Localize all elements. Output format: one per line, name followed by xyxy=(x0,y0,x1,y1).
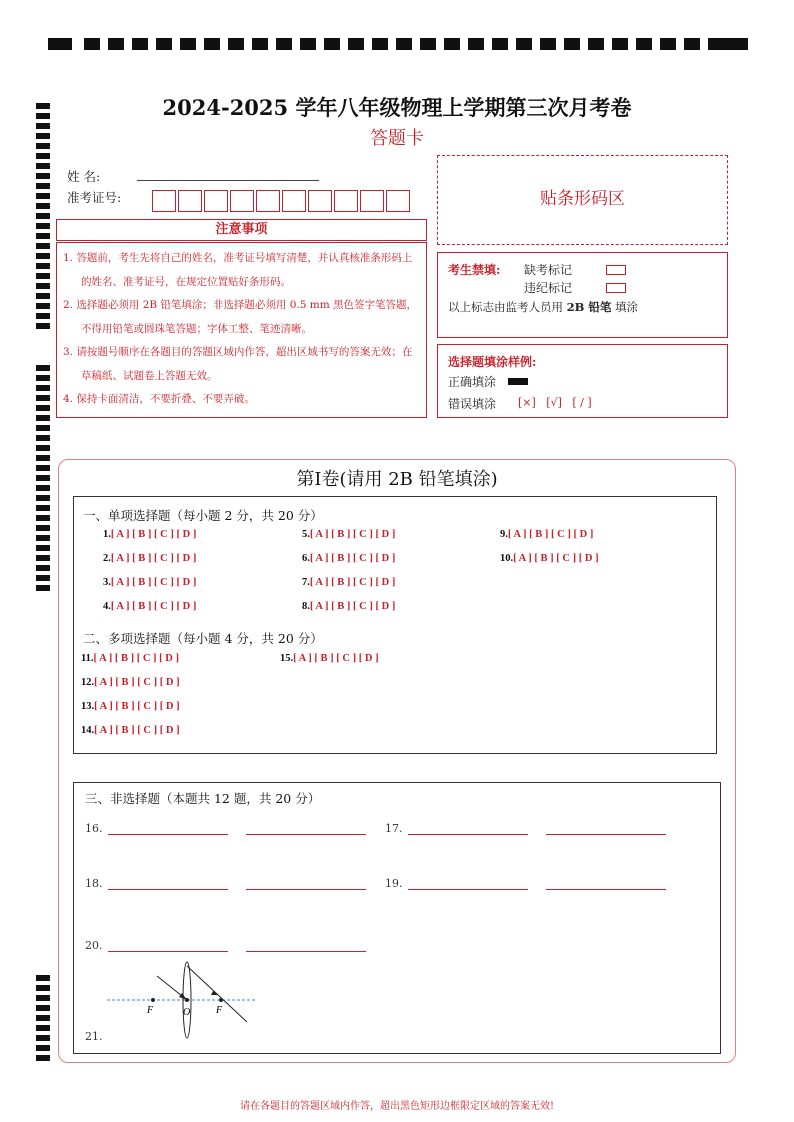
answer-blank[interactable] xyxy=(408,889,528,890)
side-timing-marks-bottom xyxy=(36,975,50,1065)
question-row[interactable]: 13.[ A ] [ B ] [ C ] [ D ] xyxy=(81,701,180,712)
multi-choice-heading: 二、多项选择题（每小题 4 分，共 20 分） xyxy=(83,631,323,646)
examinee-forbidden-box xyxy=(437,252,728,338)
name-field[interactable] xyxy=(137,180,319,181)
lens-diagram[interactable] xyxy=(105,960,260,1042)
name-label: 姓 名: xyxy=(67,169,101,184)
question-row[interactable]: 10.[ A ] [ B ] [ C ] [ D ] xyxy=(500,553,599,564)
page-subtitle: 答题卡 xyxy=(370,128,424,149)
ban-note: 以上标志由监考人员用 2B 铅笔 填涂 xyxy=(448,300,639,314)
sample-heading: 选择题填涂样例: xyxy=(448,355,537,369)
question-row[interactable]: 4.[ A ] [ B ] [ C ] [ D ] xyxy=(103,601,197,612)
non-choice-heading: 三、非选择题（本题共 12 题，共 20 分） xyxy=(85,791,321,806)
part1-title: 第Ⅰ卷(请用 2B 铅笔填涂) xyxy=(296,469,498,490)
optical-center-label: O xyxy=(183,1007,191,1018)
answer-blank[interactable] xyxy=(546,889,666,890)
answer-blank[interactable] xyxy=(546,834,666,835)
answer-blank[interactable] xyxy=(108,834,228,835)
question-row[interactable]: 15.[ A ] [ B ] [ C ] [ D ] xyxy=(280,653,379,664)
question-number: 20. xyxy=(85,939,103,952)
notice-item: 2. 选择题必须用 2B 铅笔填涂；非选择题必须用 0.5 mm 黑色签字笔答题，不得用铅笔或圆珠笔答题；字体工整、笔迹清晰。 xyxy=(63,299,418,335)
absent-mark-box[interactable] xyxy=(606,265,626,275)
absent-mark-label: 缺考标记 xyxy=(524,263,573,277)
focus-label-right: F xyxy=(216,1005,223,1016)
violation-mark-label: 违纪标记 xyxy=(524,281,573,295)
footer-warning: 请在各题目的答题区域内作答，超出黑色矩形边框限定区域的答案无效! xyxy=(239,1101,555,1112)
notice-heading: 注意事项 xyxy=(56,219,427,241)
barcode-label: 贴条形码区 xyxy=(540,189,625,209)
question-row[interactable]: 5.[ A ] [ B ] [ C ] [ D ] xyxy=(302,529,396,540)
barcode-area xyxy=(437,155,728,245)
question-row[interactable]: 8.[ A ] [ B ] [ C ] [ D ] xyxy=(302,601,396,612)
notice-box xyxy=(56,242,427,418)
answer-blank[interactable] xyxy=(246,834,366,835)
question-row[interactable]: 1.[ A ] [ B ] [ C ] [ D ] xyxy=(103,529,197,540)
fill-sample-box xyxy=(437,344,728,418)
id-number-boxes[interactable] xyxy=(152,190,412,212)
answer-blank[interactable] xyxy=(246,889,366,890)
id-label: 准考证号: xyxy=(67,190,122,205)
answer-blank[interactable] xyxy=(108,951,228,952)
page-title: 2024-2025 学年八年级物理上学期第三次月考卷 xyxy=(162,95,632,120)
wrong-fill-marks: [×] [√] [ / ] xyxy=(518,396,592,409)
answer-blank[interactable] xyxy=(108,889,228,890)
wrong-fill-label: 错误填涂 xyxy=(448,397,497,411)
question-row[interactable]: 12.[ A ] [ B ] [ C ] [ D ] xyxy=(81,677,180,688)
violation-mark-box[interactable] xyxy=(606,283,626,293)
question-row[interactable]: 6.[ A ] [ B ] [ C ] [ D ] xyxy=(302,553,396,564)
answer-blank[interactable] xyxy=(246,951,366,952)
question-row[interactable]: 3.[ A ] [ B ] [ C ] [ D ] xyxy=(103,577,197,588)
question-number: 19. xyxy=(385,877,403,890)
question-row[interactable]: 2.[ A ] [ B ] [ C ] [ D ] xyxy=(103,553,197,564)
question-number: 21. xyxy=(85,1030,103,1043)
answer-blank[interactable] xyxy=(408,834,528,835)
notice-item: 4. 保持卡面清洁，不要折叠、不要弄破。 xyxy=(63,393,255,405)
notice-item: 1. 答题前，考生先将自己的姓名，准考证号填写清楚，并认真核准条形码上的姓名、准考证号，在规定位置贴好条形码。 xyxy=(63,252,413,288)
question-row[interactable]: 9.[ A ] [ B ] [ C ] [ D ] xyxy=(500,529,594,540)
notice-item: 3. 请按题号顺序在各题目的答题区域内作答，超出区域书写的答案无效；在草稿纸、试题卷上答题无效。 xyxy=(63,346,413,382)
ban-label: 考生禁填: xyxy=(448,263,501,277)
correct-fill-label: 正确填涂 xyxy=(448,375,497,389)
focus-label-left: F xyxy=(147,1005,154,1016)
single-choice-heading: 一、单项选择题（每小题 2 分，共 20 分） xyxy=(83,508,323,523)
question-row[interactable]: 7.[ A ] [ B ] [ C ] [ D ] xyxy=(302,577,396,588)
question-number: 18. xyxy=(85,877,103,890)
question-number: 16. xyxy=(85,822,103,835)
question-row[interactable]: 11.[ A ] [ B ] [ C ] [ D ] xyxy=(81,653,179,664)
top-timing-marks xyxy=(48,38,748,50)
question-number: 17. xyxy=(385,822,403,835)
correct-fill-mark xyxy=(508,378,528,385)
question-row[interactable]: 14.[ A ] [ B ] [ C ] [ D ] xyxy=(81,725,180,736)
